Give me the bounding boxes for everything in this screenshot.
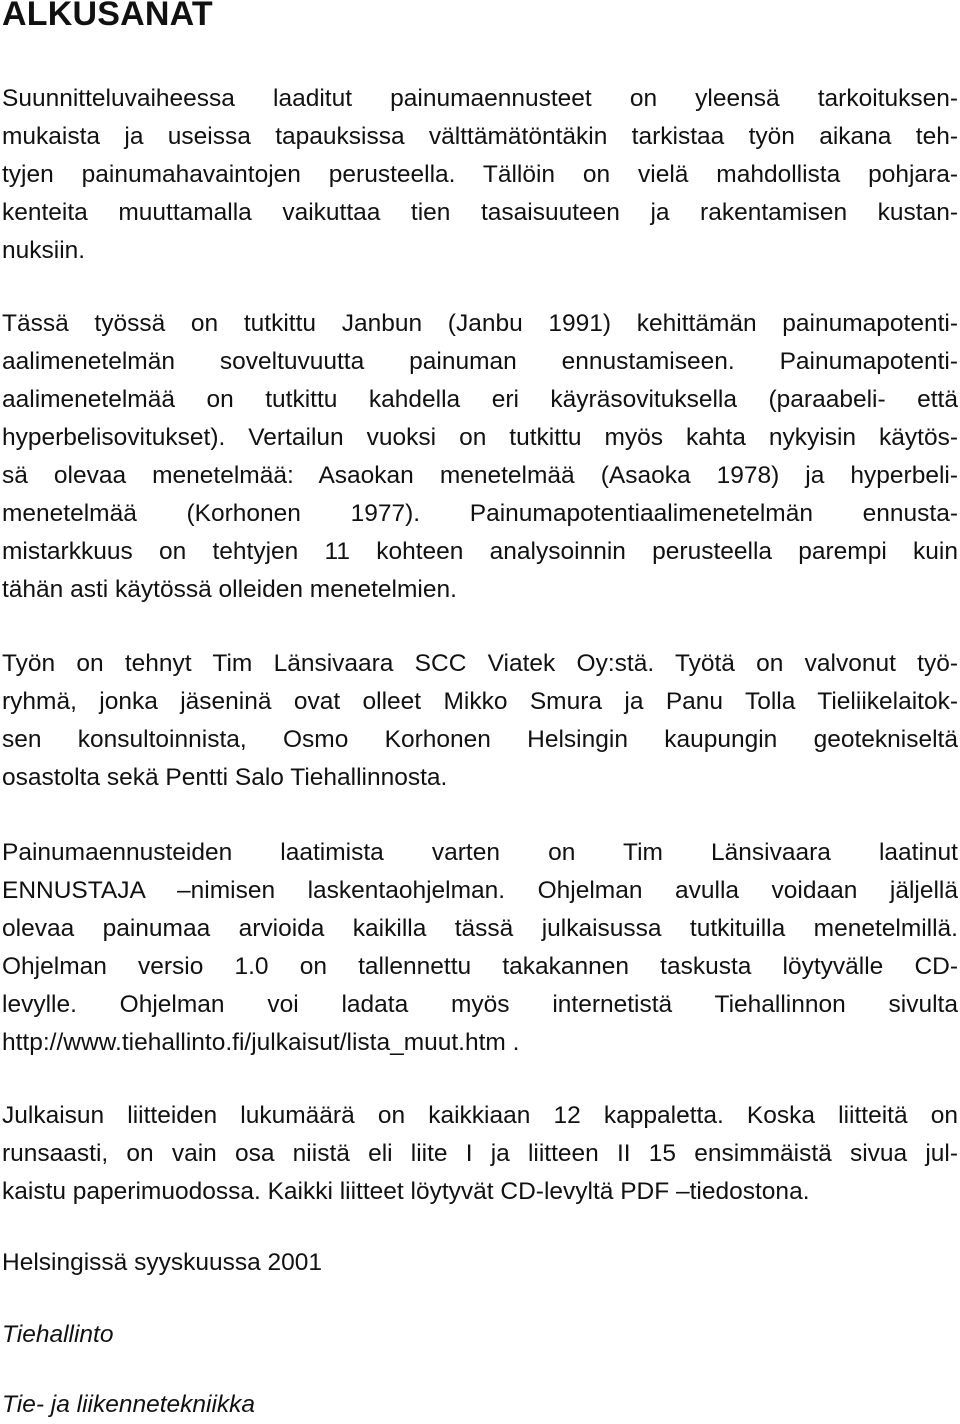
paragraph-line: runsaasti, on vain osa niistä eli liite I ja liitteen II 15 ensimmäistä sivua jul- — [2, 1140, 958, 1167]
paragraph-line: nuksiin. — [2, 237, 86, 264]
paragraph-line: kaistu paperimuodossa. Kaikki liitteet löytyvät CD-levyltä PDF –tiedostona. — [2, 1178, 810, 1205]
paragraph-line: Julkaisun liitteiden lukumäärä on kaikkiaan 12 kappaletta. Koska liitteitä on — [2, 1102, 958, 1129]
paragraph-line: Tässä työssä on tutkittu Janbun (Janbu 1991) kehittämän painumapotenti- — [2, 310, 958, 337]
paragraph-line: kenteita muuttamalla vaikuttaa tien tasaisuuteen ja rakentamisen kustan- — [2, 199, 958, 226]
place-date: Helsingissä syyskuussa 2001 — [2, 1249, 323, 1276]
paragraph-line: hyperbelisovitukset). Vertailun vuoksi on tutkittu myös kahta nykyisin käytös- — [2, 424, 958, 451]
paragraph-line: tyjen painumahavaintojen perusteella. Tällöin on vielä mahdollista pohjara- — [2, 161, 958, 188]
organization-name: Tiehallinto — [2, 1321, 114, 1348]
paragraph-line: ENNUSTAJA –nimisen laskentaohjelman. Ohjelman avulla voidaan jäljellä — [2, 877, 958, 904]
paragraph-line: Suunnitteluvaiheessa laaditut painumaennusteet on yleensä tarkoituksen- — [2, 85, 958, 112]
paragraph-method — [2, 305, 958, 609]
page-title: ALKUSANAT — [2, 0, 213, 33]
paragraph-credits — [2, 645, 958, 797]
paragraph-line: ryhmä, jonka jäseninä ovat olleet Mikko Smura ja Panu Tolla Tieliikelaitok- — [2, 688, 958, 715]
paragraph-line: aalimenetelmää on tutkittu kahdella eri käyräsovituksella (paraabeli- että — [2, 386, 958, 413]
paragraph-line: olevaa painumaa arvioida kaikilla tässä julkaisussa tutkituilla menetelmillä. — [2, 915, 958, 942]
paragraph-line: Painumaennusteiden laatimista varten on Tim Länsivaara laatinut — [2, 839, 958, 866]
paragraph-line: sä olevaa menetelmää: Asaokan menetelmää (Asaoka 1978) ja hyperbeli- — [2, 462, 958, 489]
paragraph-intro — [2, 80, 958, 270]
paragraph-software — [2, 834, 958, 1062]
paragraph-line: menetelmää (Korhonen 1977). Painumapotentiaalimenetelmän ennusta- — [2, 500, 958, 527]
paragraph-line: levylle. Ohjelman voi ladata myös internetistä Tiehallinnon sivulta — [2, 991, 958, 1018]
paragraph-line: Ohjelman versio 1.0 on tallennettu takakannen taskusta löytyvälle CD- — [2, 953, 958, 980]
paragraph-line: aalimenetelmän soveltuvuutta painuman ennustamiseen. Painumapotenti- — [2, 348, 958, 375]
paragraph-line: sen konsultoinnista, Osmo Korhonen Helsingin kaupungin geotekniseltä — [2, 726, 958, 753]
paragraph-line: mukaista ja useissa tapauksissa välttämätöntäkin tarkistaa työn aikana teh- — [2, 123, 958, 150]
paragraph-line: Työn on tehnyt Tim Länsivaara SCC Viatek Oy:stä. Työtä on valvonut työ- — [2, 650, 958, 677]
paragraph-line: osastolta sekä Pentti Salo Tiehallinnosta. — [2, 764, 448, 791]
paragraph-line: http://www.tiehallinto.fi/julkaisut/lista_muut.htm . — [2, 1029, 520, 1056]
paragraph-appendices — [2, 1097, 958, 1211]
paragraph-line: tähän asti käytössä olleiden menetelmien. — [2, 576, 457, 603]
paragraph-line: mistarkkuus on tehtyjen 11 kohteen analysoinnin perusteella parempi kuin — [2, 538, 958, 565]
department-name: Tie- ja liikennetekniikka — [2, 1391, 256, 1418]
